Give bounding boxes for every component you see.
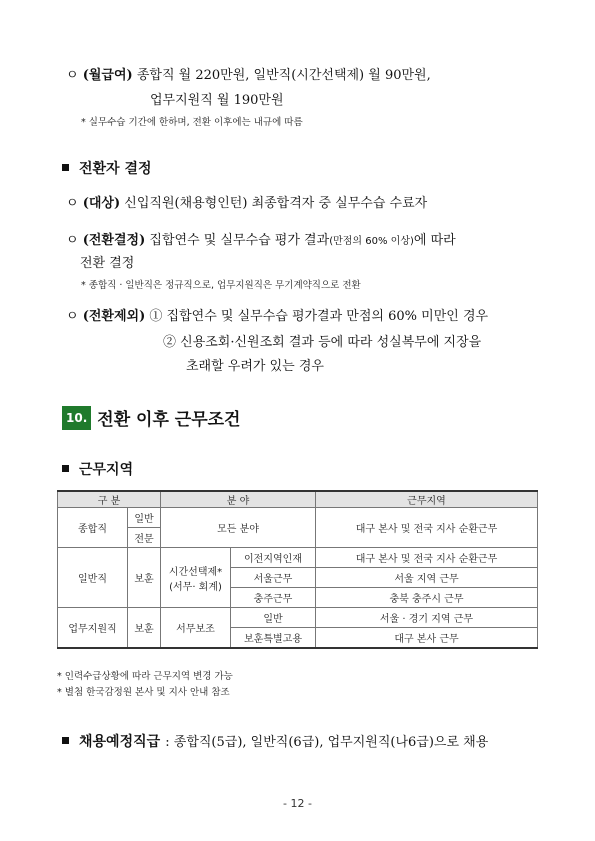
square-bullet-icon [62,465,69,472]
table-row [58,508,538,528]
grade-text: : 종합직(5급), 일반직(6급), 업무지원직(나6급)으로 채용 [165,735,489,750]
page-number: - 12 - [283,797,312,810]
square-bullet-icon [62,164,69,171]
decision-label: (전환결정) [82,233,146,248]
decision-text-a: 집합연수 및 실무수습 평가 결과 [149,233,330,248]
cell-type: 일반직 [58,548,128,608]
decision-line-1 [66,229,456,248]
cell-sub: 일반 [128,508,161,528]
salary-note: * 실무수습 기간에 한하며, 전환 이후에는 내규에 따름 [81,117,303,128]
decision-note: * 종합직 · 일반직은 정규직으로, 업무지원직은 무기계약직으로 전환 [81,280,361,291]
target-text: 신입직원(채용형인턴) 최종합격자 중 실무수습 수료자 [124,196,428,211]
decision-text-2: 전환 결정 [80,256,135,271]
exclude-item-1: ① 집합연수 및 실무수습 평가결과 만점의 60% 미만인 경우 [149,309,489,324]
salary-text-1: 종합직 월 220만원, 일반직(시간선택제) 월 90만원, [136,68,431,83]
table-header-row [58,491,538,508]
cell-detail: 보훈특별고용 [231,628,316,649]
cell-field [161,548,231,608]
cell-region: 충북 충주시 근무 [316,588,538,608]
bullet: ㅇ [66,196,79,211]
chapter-title: 전환 이후 근무조건 [97,410,241,430]
target-line [66,192,427,211]
bullet: ㅇ [66,233,79,248]
table-row [58,608,538,628]
cell-sub: 보훈 [128,608,161,649]
cell-region: 대구 본사 및 전국 지사 순환근무 [316,508,538,548]
cell-detail: 일반 [231,608,316,628]
chapter-number: 10. [62,406,91,430]
salary-label: (월급여) [82,68,133,83]
cell-field: 서무보조 [161,608,231,649]
exclude-item-2b: 초래할 우려가 있는 경우 [186,359,324,374]
cell-detail: 이전지역인재 [231,548,316,568]
cell-field: 모든 분야 [161,508,316,548]
bullet: ㅇ [66,309,79,324]
cell-region: 대구 본사 및 전국 지사 순환근무 [316,548,538,568]
header-category: 구 분 [58,491,161,508]
table-row [58,548,538,568]
field-line-1: 시간선택제* [168,566,223,578]
location-note-1: * 인력수급상황에 따라 근무지역 변경 가능 [57,671,233,682]
header-field: 분 야 [161,491,316,508]
section-heading-location: 근무지역 [62,459,133,479]
exclude-item-2a: ② 신용조회·신원조회 결과 등에 따라 성실복무에 지장을 [163,335,482,350]
decision-text-b: (만점의 60% 이상) [329,236,414,247]
section-heading-decision: 전환자 결정 [62,158,152,178]
header-region: 근무지역 [316,491,538,508]
bullet: ㅇ [66,68,79,83]
cell-type: 업무지원직 [58,608,128,649]
salary-line-1 [66,64,431,83]
cell-detail: 서울근무 [231,568,316,588]
target-label: (대상) [82,196,121,211]
salary-text-2: 업무지원직 월 190만원 [150,93,284,108]
cell-sub: 보훈 [128,548,161,608]
field-line-2: (서무· 회계) [169,581,222,593]
chapter-heading [62,405,240,430]
cell-region: 서울 지역 근무 [316,568,538,588]
location-note-2: * 별첨 한국감정원 본사 및 지사 안내 참조 [57,687,230,698]
exclude-line-1 [66,305,488,324]
cell-detail: 충주근무 [231,588,316,608]
work-location-table [57,490,538,649]
cell-type: 종합직 [58,508,128,548]
square-bullet-icon [62,737,69,744]
grade-line [62,731,488,751]
cell-region: 서울 · 경기 지역 근무 [316,608,538,628]
cell-sub: 전문 [128,528,161,548]
decision-text-c: 에 따라 [413,233,456,248]
grade-heading: 채용예정직급 [79,734,161,750]
cell-region: 대구 본사 근무 [316,628,538,649]
exclude-label: (전환제외) [82,309,146,324]
